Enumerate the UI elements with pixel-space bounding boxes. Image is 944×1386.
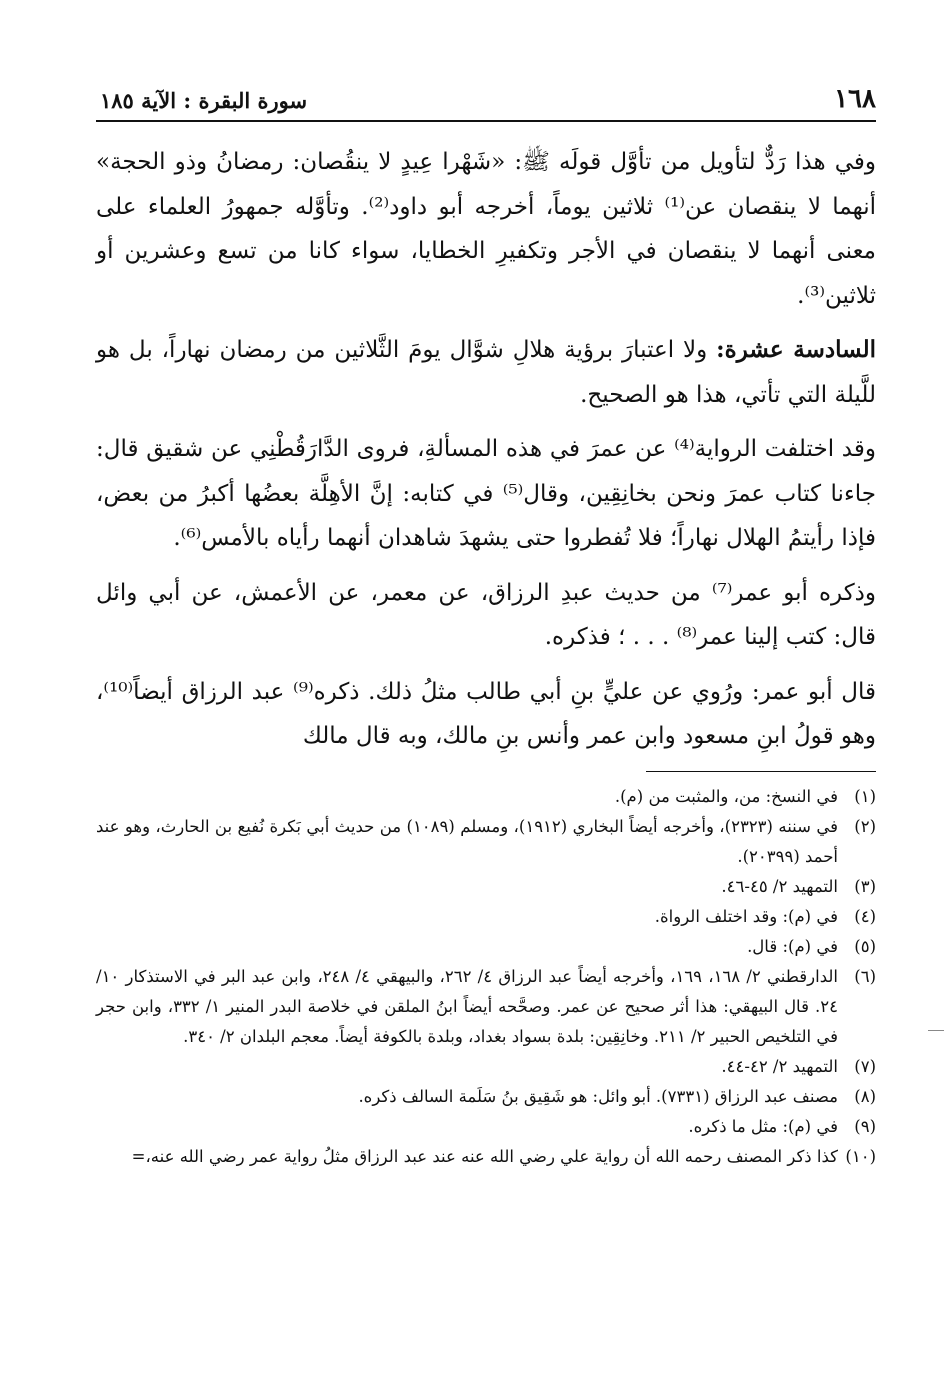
- footnote: (٢) في سننه (٢٣٢٣)، وأخرجه أيضاً البخاري (١٩١٢)، ومسلم (١٠٨٩) من حديث أبي بَكرة نُفيع بن الحارث، وهو عند أحمد (٢٠٣٩٩).: [96, 816, 876, 866]
- page-number: ١٦٨: [834, 84, 876, 114]
- footnotes: [96, 782, 876, 1172]
- paragraph: وفي هذا رَدٌّ لتأويل من تأوَّل قولَه ﷺ: «شَهْرا عِيدٍ لا ينقُصان: رمضانُ وذو الحجة» أنهما لا ينقصان عن⁽¹⁾ ثلاثين يوماً، أخرجه أبو داود⁽²⁾. وتأوَّله جمهورُ العلماء على معنى أنهما لا ينقصان في الأجر وتكفيرِ الخطايا، سواء كانا من تسع وعشرين أو ثلاثين⁽³⁾.: [96, 149, 876, 309]
- footnote: (٥) في (م): قال.: [747, 936, 876, 956]
- footnote: (٤) في (م): وقد اختلف الرواة.: [654, 906, 876, 926]
- footnote: (٨) مصنف عبد الرزاق (٧٣٣١). أبو وائل: هو شَقِيق بنُ سَلَمة السالف ذكره.: [358, 1086, 876, 1106]
- footnote: (٣) التمهيد ٢/ ٤٥-٤٦.: [721, 876, 876, 896]
- footnote: (٧) التمهيد ٢/ ٤٢-٤٤.: [721, 1056, 876, 1076]
- footnote: (١) في النسخ: من، والمثبت من (م).: [614, 786, 876, 806]
- footnote: (٦) الدارقطني ٢/ ١٦٨، ١٦٩، وأخرجه أيضاً عبد الرزاق ٤/ ٢٦٢، والبيهقي ٤/ ٢٤٨، وابن عبد البر في الاستذكار ١٠/ ٢٤. قال البيهقي: هذا أثر صحيح عن عمر. وصحَّحه أيضاً ابنُ الملقن في خلاصة البدر المنير ١/ ٣٣٢، وابن حجر في التلخيص الحبير ٢/ ٢١١. وخانِقِين: بلدة بسواد بغداد، وبلدة بالكوفة أيضاً. معجم البلدان ٢/ ٣٤٠.: [96, 966, 876, 1046]
- book-page: [96, 84, 876, 1172]
- section-heading: السادسة عشرة:: [716, 336, 877, 363]
- page-header: [96, 84, 876, 122]
- paragraph: وذكره أبو عمر⁽⁷⁾ من حديث عبدِ الرزاق، عن معمر، عن الأعمش، عن أبي وائل قال: كتب إلينا عمر⁽⁸⁾ . . . ؛ فذكره.: [96, 579, 877, 650]
- main-text: [96, 140, 876, 759]
- running-title: سورة البقرة : الآية ١٨٥: [100, 88, 308, 113]
- footnote-separator: [646, 771, 876, 772]
- paragraph: قال أبو عمر: ورُوي عن عليٍّ بنِ أبي طالب مثلُ ذلك. ذكره⁽⁹⁾ عبد الرزاق أيضاً⁽¹⁰⁾، وهو قولُ ابنِ مسعود وابن عمر وأنس بنِ مالك، وبه قال مالك: [96, 678, 876, 749]
- paragraph: السادسة عشرة: ولا اعتبارَ برؤية هلالِ شوَّال يومَ الثَّلاثين من رمضان نهاراً، بل هو للَّيلة التي تأتي، هذا هو الصحيح.: [96, 336, 877, 408]
- paragraph: وقد اختلفت الرواية⁽⁴⁾ عن عمرَ في هذه المسألةِ، فروى الدَّارَقُطْنِي عن شقيق قال: جاءنا كتاب عمرَ ونحن بخانِقِين، وقال⁽⁵⁾ في كتابه: إنَّ الأهِلَّة بعضُها أكبرُ من بعض، فإذا رأيتمُ الهلال نهاراً؛ فلا تُفطروا حتى يشهدَ شاهدان أنهما رأياه بالأمس⁽⁶⁾.: [96, 436, 876, 551]
- footnote: (٩) في (م): مثل ما ذكره.: [688, 1116, 876, 1136]
- footnote: (١٠) كذا ذكر المصنف رحمه الله أن رواية علي رضي الله عنه عند عبد الرزاق مثلُ رواية عمر رضي الله عنه،=: [131, 1146, 876, 1166]
- margin-mark: [928, 1030, 944, 1031]
